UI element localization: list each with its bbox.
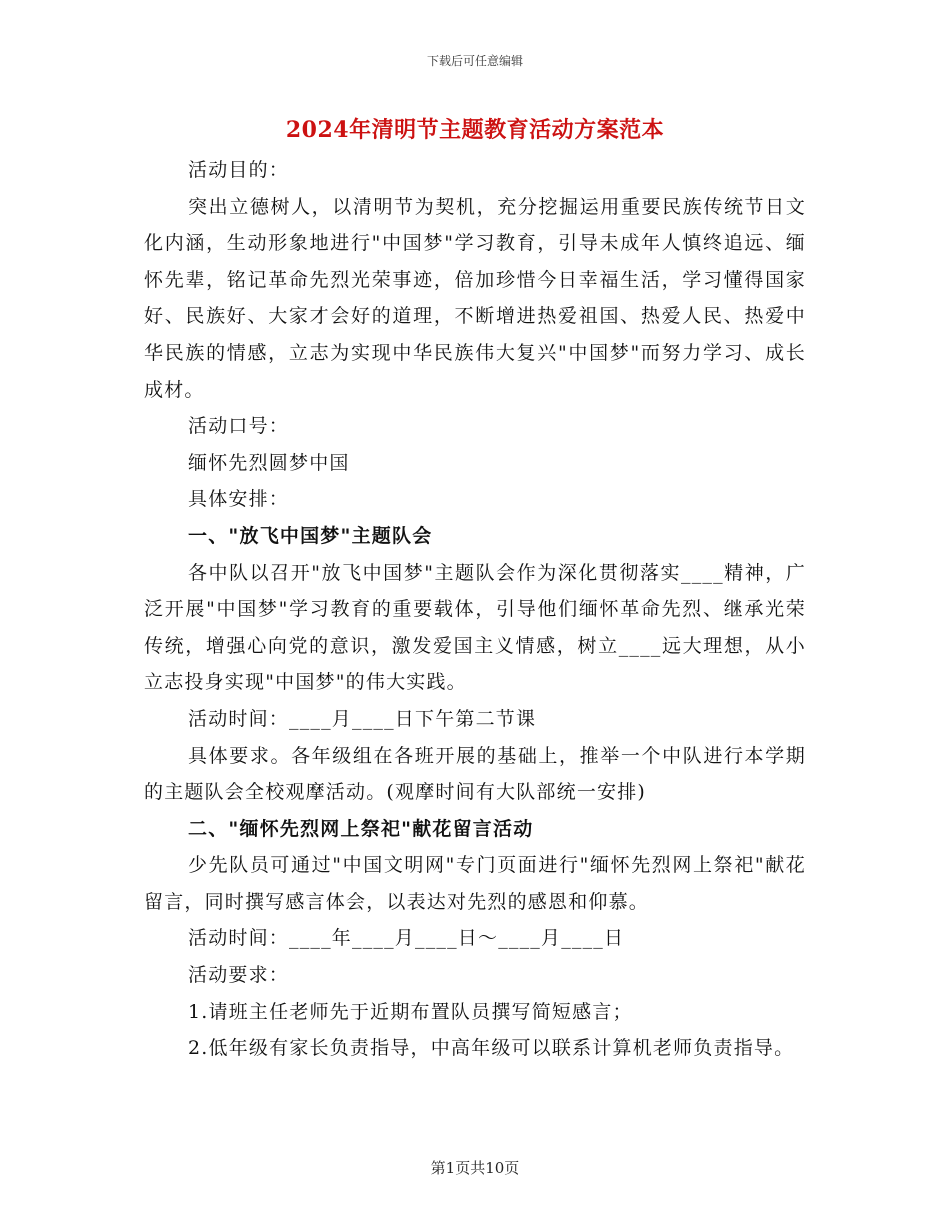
paragraph-slogan-heading: 活动口号： (188, 415, 290, 438)
list-item-requirement-2: 2.低年级有家长负责指导，中高年级可以联系计算机老师负责指导。 (188, 1037, 795, 1060)
list-item-requirement-1: 1.请班主任老师先于近期布置队员撰写简短感言； (188, 1000, 633, 1023)
paragraph-arrangement-heading: 具体安排： (188, 488, 290, 511)
paragraph-section-2-requirements-heading: 活动要求： (188, 964, 290, 987)
paragraph-purpose-heading: 活动目的： (188, 159, 290, 181)
paragraph-purpose-text: 突出立德树人，以清明节为契机，充分挖掘运用重要民族传统节日文化内涵，生动形象地进行"中国梦"学习教育，引导未成年人慎终追远、缅怀先辈，铭记革命先烈光荣事迹，倍加珍惜今日幸福生活，学习懂得国家好、民族好、大家才会好的道理，不断增进热爱祖国、热爱人民、热爱中华民族的情感，立志为实现中华民族伟大复兴"中国梦"而努力学习、成长成材。 (144, 195, 806, 401)
page-header-note: 下载后可任意编辑 (426, 54, 523, 68)
paragraph-slogan-text: 缅怀先烈圆梦中国 (188, 451, 350, 474)
document-title: 2024年清明节主题教育活动方案范本 (285, 117, 665, 143)
paragraph-section-2-time: 活动时间：____年____月____日～____月____日 (188, 927, 625, 950)
paragraph-section-2-text: 少先队员可通过"中国文明网"专门页面进行"缅怀先烈网上祭祀"献花留言，同时撰写感言体会，以表达对先烈的感恩和仰慕。 (144, 854, 806, 913)
section-heading-2: 二、"缅怀先烈网上祭祀"献花留言活动 (188, 817, 534, 840)
page-number-footer: 第1页共10页 (430, 1159, 520, 1177)
paragraph-section-1-time: 活动时间：____月____日下午第二节课 (188, 707, 537, 730)
section-heading-1: 一、"放飞中国梦"主题队会 (188, 524, 433, 547)
document-body (144, 152, 806, 1067)
paragraph-section-1-text: 各中队以召开"放飞中国梦"主题队会作为深化贯彻落实____精神，广泛开展"中国梦"学习教育的重要载体，引导他们缅怀革命先烈、继承光荣传统，增强心向党的意识，激发爱国主义情感，树立____远大理想，从小立志投身实现"中国梦"的伟大实践。 (144, 561, 806, 694)
paragraph-section-1-requirements: 具体要求。各年级组在各班开展的基础上，推举一个中队进行本学期的主题队会全校观摩活动。(观摩时间有大队部统一安排) (144, 744, 806, 804)
